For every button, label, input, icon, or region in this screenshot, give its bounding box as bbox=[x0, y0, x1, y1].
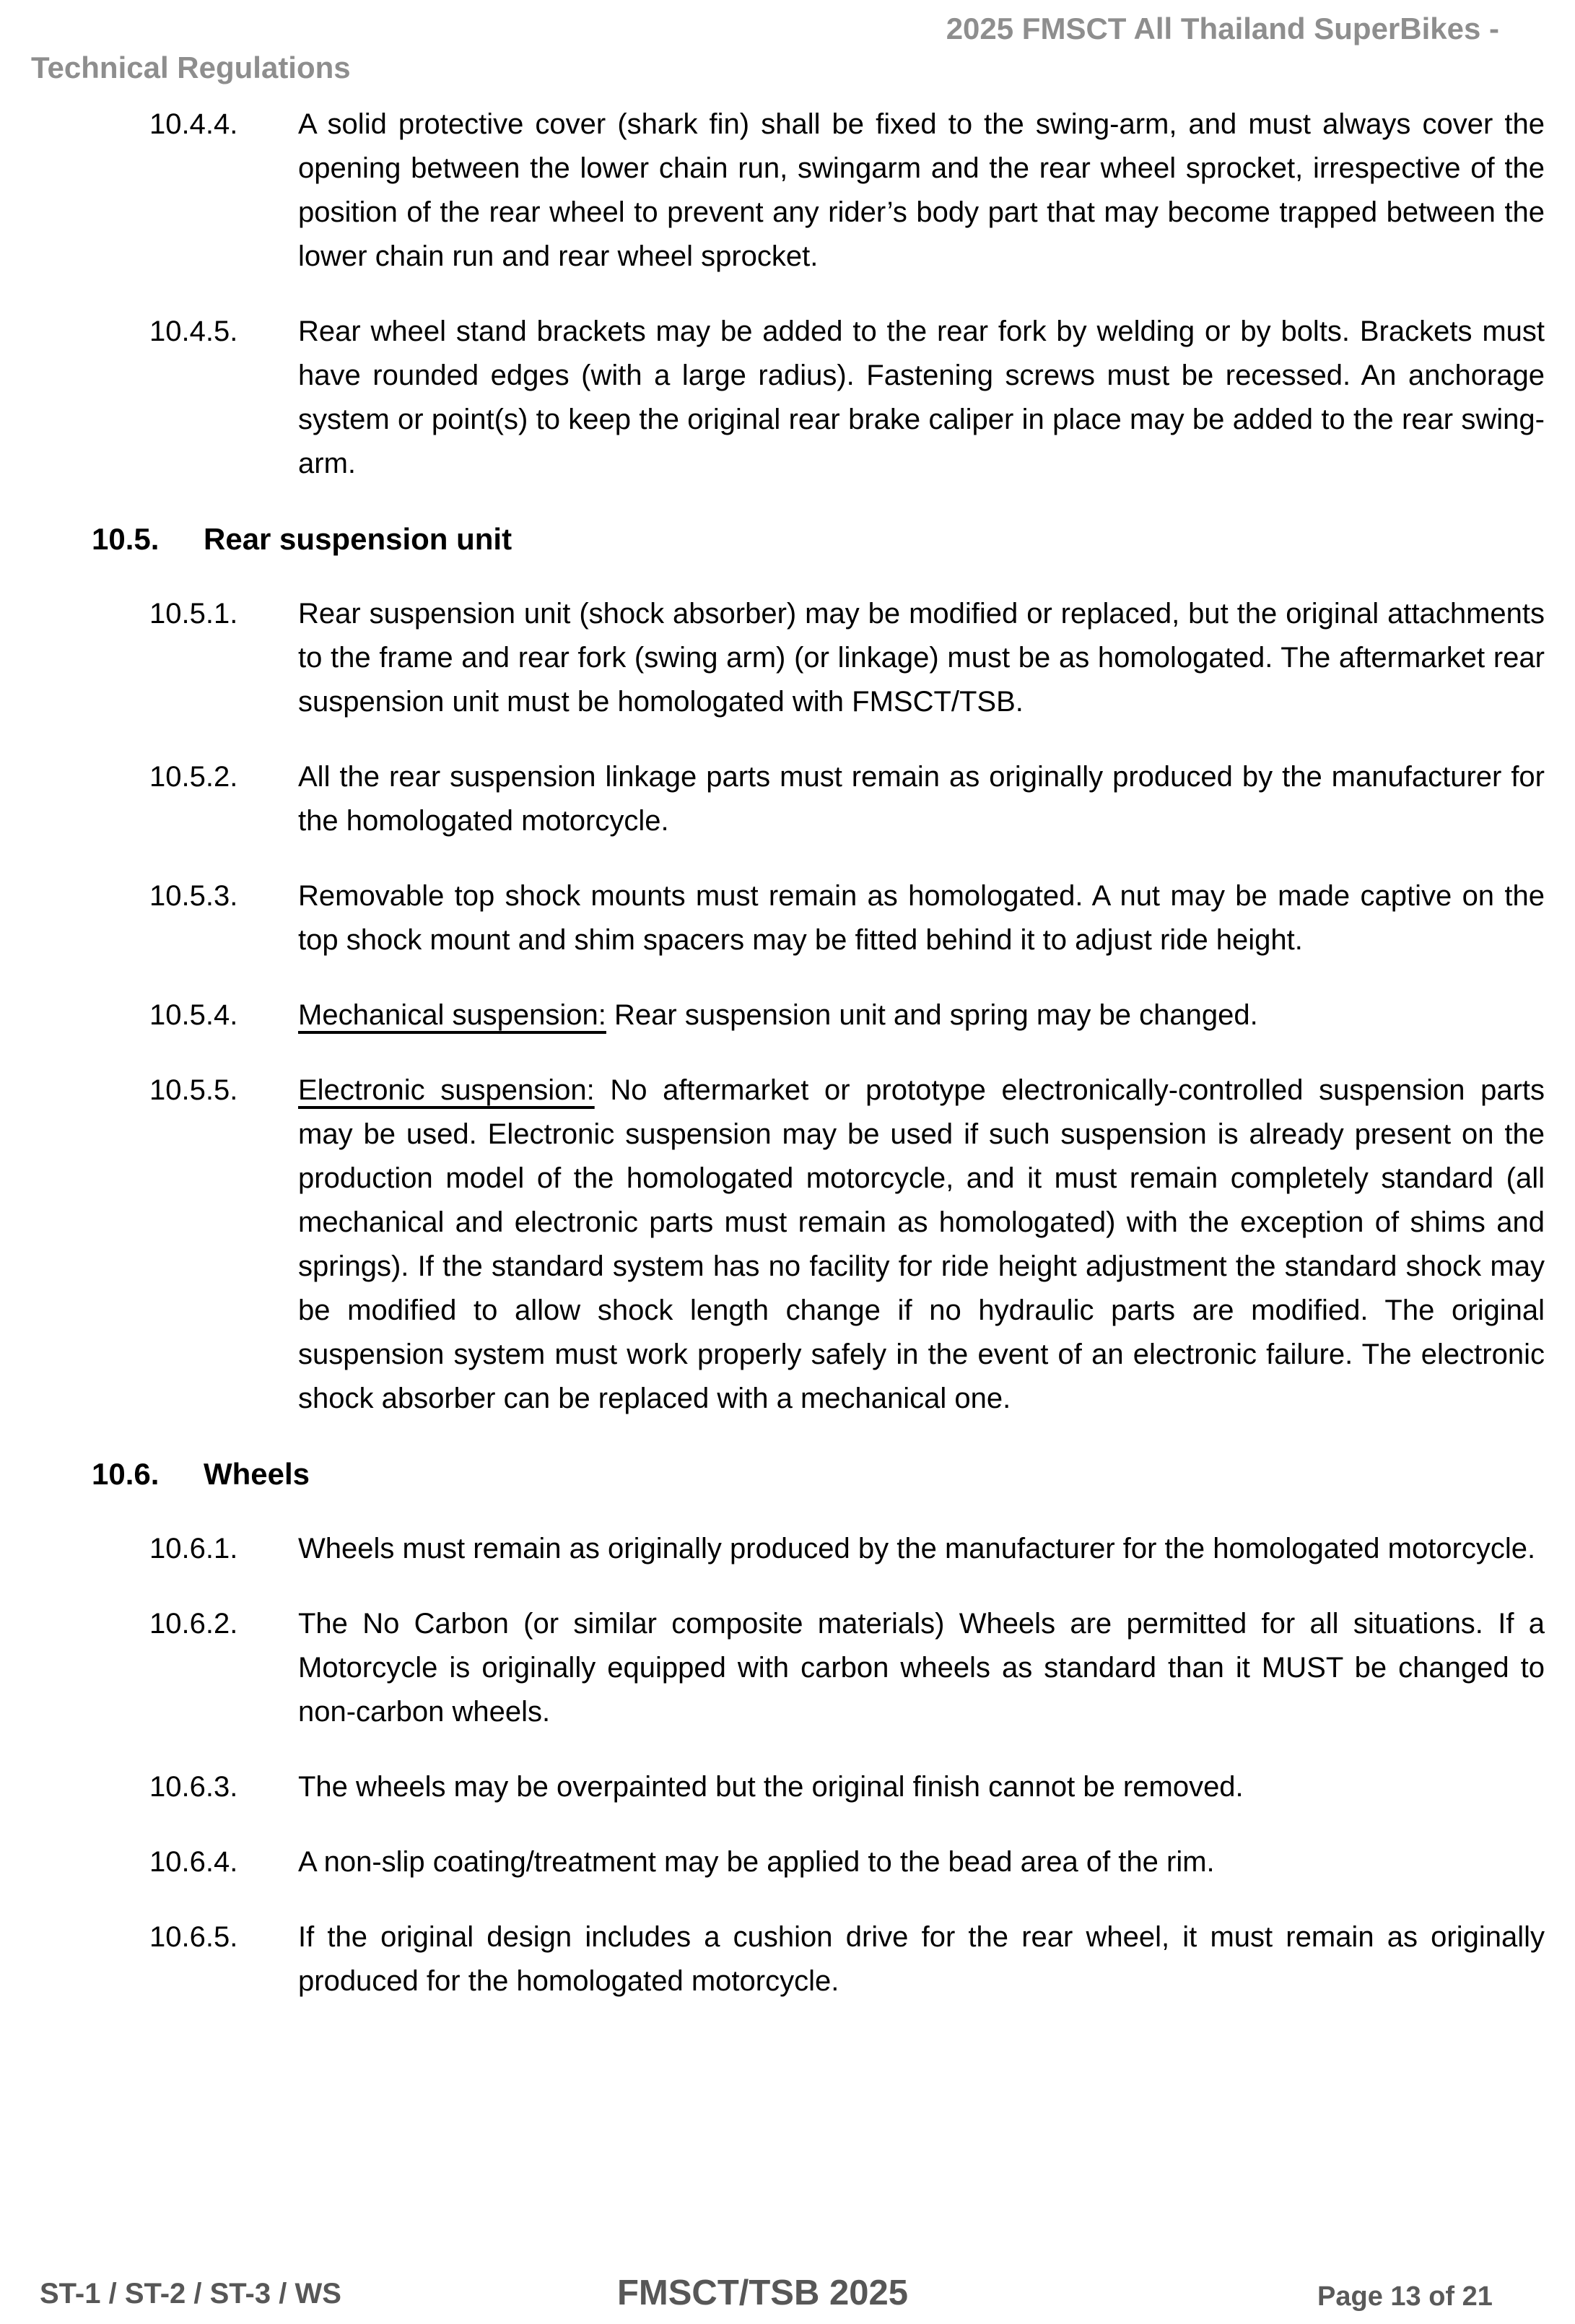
item-number: 10.5.2. bbox=[149, 761, 238, 793]
item-text bbox=[298, 755, 1545, 843]
header-title-left: Technical Regulations bbox=[31, 51, 351, 84]
item-text bbox=[298, 310, 1545, 486]
item-body: All the rear suspension linkage parts must remain as originally produced by the manufacturer for the homologated motorcycle. bbox=[298, 761, 1545, 837]
section-title: Wheels bbox=[204, 1457, 310, 1491]
regulation-item-10-6-5 bbox=[149, 1915, 1545, 2003]
footer-class-codes: ST-1 / ST-2 / ST-3 / WS bbox=[40, 2278, 341, 2310]
item-lead: Electronic suspension: bbox=[298, 1074, 595, 1106]
item-text bbox=[298, 1069, 1545, 1421]
section-number: 10.5. bbox=[92, 522, 160, 556]
item-number: 10.6.1. bbox=[149, 1533, 238, 1564]
section-number: 10.6. bbox=[92, 1457, 160, 1491]
regulations-content bbox=[0, 103, 1545, 2034]
item-number: 10.5.1. bbox=[149, 598, 238, 630]
regulation-item-10-5-4 bbox=[149, 993, 1545, 1037]
item-body: The wheels may be overpainted but the original finish cannot be removed. bbox=[298, 1771, 1244, 1803]
item-text bbox=[298, 1840, 1545, 1884]
item-body: No aftermarket or prototype electronically-controlled suspension parts may be used. Electronic suspension may be used if such suspension is already present on the production model of the homologated motorcycle, and it must remain completely standard (all mechanical and electronic parts must remain as homologated) with the exception of shims and springs). If the standard system has no facility for ride height adjustment the standard shock may be modified to allow shock length change if no hydraulic parts are modified. The original suspension system must work properly safely in the event of an electronic failure. The electronic shock absorber can be replaced with a mechanical one. bbox=[298, 1074, 1545, 1414]
item-body: Wheels must remain as originally produced by the manufacturer for the homologated motorcycle. bbox=[298, 1533, 1536, 1564]
regulation-item-10-6-1 bbox=[149, 1527, 1545, 1571]
item-body: Removable top shock mounts must remain as homologated. A nut may be made captive on the top shock mount and shim spacers may be fitted behind it to adjust ride height. bbox=[298, 880, 1545, 956]
item-body: Rear suspension unit (shock absorber) may be modified or replaced, but the original attachments to the frame and rear fork (swing arm) (or linkage) must be as homologated. The aftermarket rear suspension unit must be homologated with FMSCT/TSB. bbox=[298, 598, 1545, 718]
item-body: Rear suspension unit and spring may be changed. bbox=[606, 999, 1258, 1031]
item-number: 10.6.4. bbox=[149, 1846, 238, 1878]
item-number: 10.6.3. bbox=[149, 1771, 238, 1803]
item-number: 10.4.5. bbox=[149, 315, 238, 347]
regulation-item-10-6-2 bbox=[149, 1602, 1545, 1734]
item-body: A solid protective cover (shark fin) shall be fixed to the swing-arm, and must always cover the opening between the lower chain run, swingarm and the rear wheel sprocket, irrespective of the position of the rear wheel to prevent any rider’s body part that may become trapped between the lower chain run and rear wheel sprocket. bbox=[298, 108, 1545, 272]
item-body: A non-slip coating/treatment may be applied to the bead area of the rim. bbox=[298, 1846, 1215, 1878]
item-body: If the original design includes a cushion drive for the rear wheel, it must remain as originally produced for the homologated motorcycle. bbox=[298, 1921, 1545, 1997]
section-heading-10-6 bbox=[92, 1452, 1545, 1496]
item-text bbox=[298, 1915, 1545, 2003]
item-text bbox=[298, 1765, 1545, 1809]
regulation-item-10-6-4 bbox=[149, 1840, 1545, 1884]
footer-document-title: FMSCT/TSB 2025 bbox=[617, 2273, 908, 2312]
item-number: 10.6.2. bbox=[149, 1608, 238, 1640]
item-number: 10.6.5. bbox=[149, 1921, 238, 1953]
regulation-item-10-6-3 bbox=[149, 1765, 1545, 1809]
item-lead: Mechanical suspension: bbox=[298, 999, 606, 1031]
item-number: 10.4.4. bbox=[149, 108, 238, 140]
item-text bbox=[298, 993, 1545, 1037]
footer-page-number: Page 13 of 21 bbox=[1317, 2281, 1493, 2312]
item-body: Rear wheel stand brackets may be added to the rear fork by welding or by bolts. Brackets must have rounded edges (with a large radius). Fastening screws must be recessed. An anchorage system or point(s) to keep the original rear brake caliper in place may be added to the rear swing-arm. bbox=[298, 315, 1545, 479]
regulation-item-10-5-2 bbox=[149, 755, 1545, 843]
item-text bbox=[298, 1527, 1545, 1571]
header-title-right: 2025 FMSCT All Thailand SuperBikes - bbox=[946, 12, 1499, 45]
item-text bbox=[298, 103, 1545, 279]
section-title: Rear suspension unit bbox=[204, 522, 512, 556]
item-number: 10.5.5. bbox=[149, 1074, 238, 1106]
item-text bbox=[298, 874, 1545, 962]
regulation-item-10-5-5 bbox=[149, 1069, 1545, 1421]
item-text bbox=[298, 592, 1545, 724]
item-number: 10.5.4. bbox=[149, 999, 238, 1031]
regulation-item-10-5-3 bbox=[149, 874, 1545, 962]
item-body: The No Carbon (or similar composite materials) Wheels are permitted for all situations. If a Motorcycle is originally equipped with carbon wheels as standard than it MUST be changed to non-carbon wheels. bbox=[298, 1608, 1545, 1728]
regulation-item-10-4-4 bbox=[149, 103, 1545, 279]
regulation-item-10-5-1 bbox=[149, 592, 1545, 724]
section-heading-10-5 bbox=[92, 517, 1545, 561]
item-number: 10.5.3. bbox=[149, 880, 238, 912]
regulation-item-10-4-5 bbox=[149, 310, 1545, 486]
item-text bbox=[298, 1602, 1545, 1734]
